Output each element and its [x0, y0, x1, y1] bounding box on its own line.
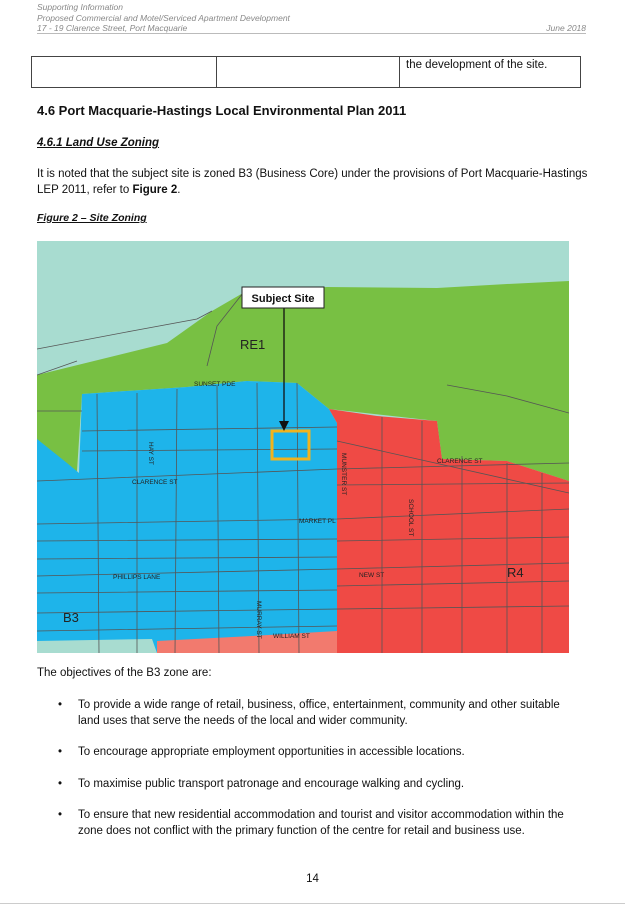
header-line-3: 17 - 19 Clarence Street, Port Macquarie — [37, 23, 188, 33]
street-label-sunset: SUNSET PDE — [194, 381, 236, 388]
street-label-william: WILLIAM ST — [273, 633, 310, 640]
zoning-paragraph — [37, 166, 589, 198]
list-item — [37, 698, 582, 729]
header-rule — [37, 33, 586, 34]
subsection-heading: 4.6.1 Land Use Zoning — [37, 137, 160, 149]
table-cell-3: the development of the site. — [400, 57, 581, 88]
street-label-munster: MUNSTER ST — [340, 453, 347, 496]
bullet-icon: • — [58, 777, 63, 790]
section-heading: 4.6 Port Macquarie-Hastings Local Environmental Plan 2011 — [37, 103, 407, 118]
header-date: June 2018 — [546, 23, 586, 33]
page-number: 14 — [306, 873, 319, 885]
para-end: . — [177, 184, 181, 196]
street-label-school: SCHOOL ST — [407, 499, 414, 537]
objective-text: To encourage appropriate employment opportunities in accessible locations. — [78, 746, 465, 758]
street-label-clarence-e: CLARENCE ST — [437, 458, 483, 465]
objective-text: To maximise public transport patronage and encourage walking and cycling. — [78, 777, 465, 790]
page-header — [37, 2, 586, 34]
zone-label-b3: B3 — [63, 610, 79, 625]
header-line-1: Supporting Information — [37, 2, 123, 12]
footer-rule — [0, 903, 625, 904]
list-item — [37, 808, 582, 839]
objective-text: To provide a wide range of retail, business, office, entertainment, community and other suitable land uses that serve the needs of the local and wider community. — [78, 699, 560, 727]
street-label-new: NEW ST — [359, 572, 385, 579]
objectives-intro: The objectives of the B3 zone are: — [37, 667, 212, 679]
street-label-market: MARKET PL — [299, 518, 336, 525]
street-label-hay: HAY ST — [147, 442, 154, 465]
figure-caption: Figure 2 – Site Zoning — [37, 212, 147, 224]
callout-label: Subject Site — [251, 293, 315, 305]
bullet-icon: • — [58, 699, 63, 711]
street-label-phillips: PHILLIPS LANE — [113, 574, 161, 581]
table-cell-1 — [32, 57, 217, 88]
bullet-icon: • — [58, 809, 63, 821]
table-row — [32, 57, 581, 88]
header-line-2: Proposed Commercial and Motel/Serviced Apartment Development — [37, 12, 290, 23]
figure-reference: Figure 2 — [132, 184, 178, 196]
list-item — [37, 745, 582, 761]
table-fragment — [31, 56, 581, 88]
zone-label-re1: RE1 — [240, 337, 266, 352]
street-label-clarence-w: CLARENCE ST — [132, 479, 178, 486]
zoning-map — [37, 241, 569, 653]
zone-label-r4: R4 — [507, 565, 524, 580]
table-cell-2 — [217, 57, 400, 88]
list-item — [37, 777, 582, 793]
street-label-murray: MURRAY ST — [255, 601, 262, 639]
objectives-list — [37, 698, 582, 855]
objective-text: To ensure that new residential accommodation and tourist and visitor accommodation within the zone does not conflict with the primary function of the centre for retail and business use. — [78, 809, 564, 837]
bullet-icon: • — [58, 746, 63, 758]
para-text: It is noted that the subject site is zoned B3 (Business Core) under the provisions of Port Macquarie-Hastings LEP 2011, refer to — [37, 168, 588, 196]
